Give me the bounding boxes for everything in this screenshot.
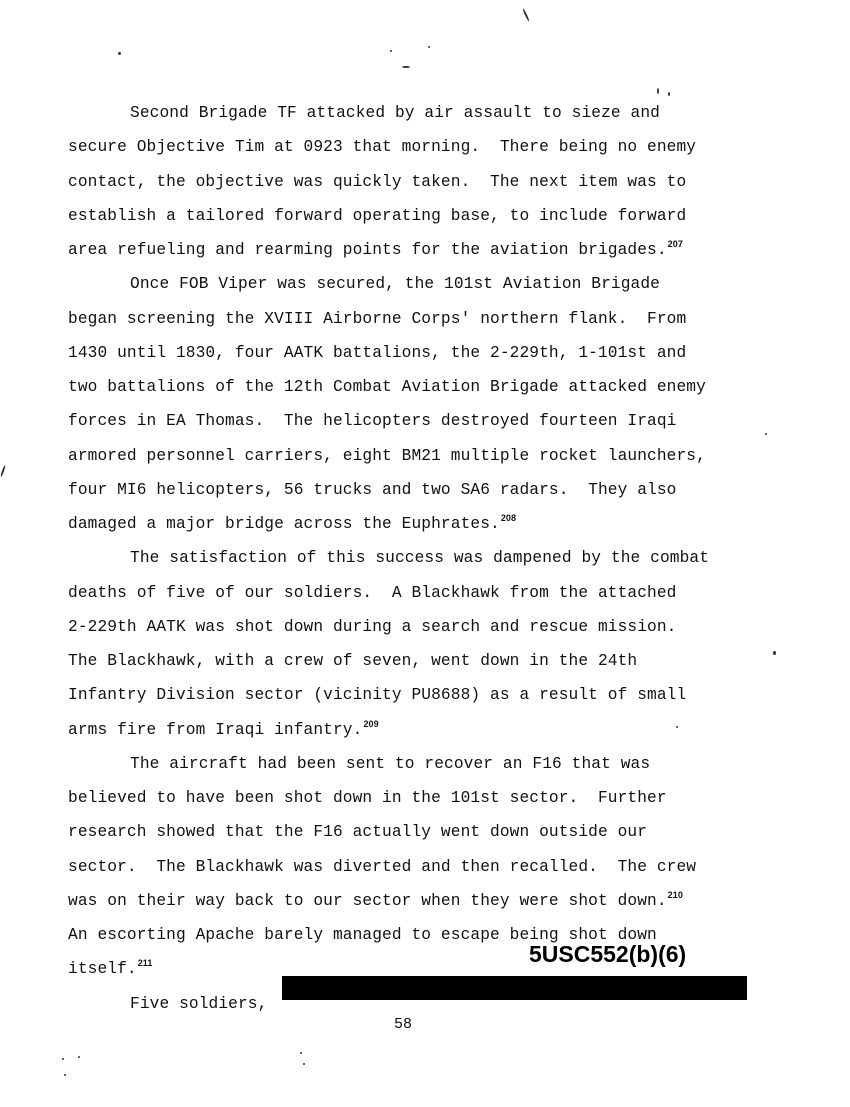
- text-line: [68, 720, 379, 741]
- scan-speck: [522, 8, 530, 22]
- text-line: [68, 480, 676, 500]
- text-line: [68, 583, 676, 603]
- line-text: area refueling and rearming points for the aviation brigades.: [68, 241, 667, 259]
- line-text: 2-229th AATK was shot down during a search and rescue mission.: [68, 618, 677, 636]
- line-text: forces in EA Thomas. The helicopters destroyed fourteen Iraqi: [68, 412, 677, 430]
- text-line: [68, 446, 706, 466]
- line-text: damaged a major bridge across the Euphrates.: [68, 515, 500, 533]
- line-text: The satisfaction of this success was dampened by the combat: [130, 549, 710, 567]
- text-line: [68, 309, 686, 329]
- line-text: was on their way back to our sector when they were shot down.: [68, 892, 667, 910]
- scan-speck: [62, 1058, 64, 1060]
- scan-speck: [657, 88, 659, 94]
- text-line: [68, 206, 686, 226]
- text-line: [68, 651, 637, 671]
- line-text: research showed that the F16 actually went down outside our: [68, 823, 648, 841]
- line-text: Second Brigade TF attacked by air assault to sieze and: [130, 104, 660, 122]
- text-line: [68, 343, 686, 363]
- foia-exemption-stamp: 5USC552(b)(6): [529, 941, 687, 967]
- text-line: [68, 240, 683, 261]
- line-text: establish a tailored forward operating base, to include forward: [68, 207, 687, 225]
- line-text: began screening the XVIII Airborne Corps' northern flank. From: [68, 310, 687, 328]
- text-line: [130, 103, 660, 123]
- line-text: Once FOB Viper was secured, the 101st Aviation Brigade: [130, 275, 660, 293]
- line-text: believed to have been shot down in the 101st sector. Further: [68, 789, 667, 807]
- line-text: 1430 until 1830, four AATK battalions, the 2-229th, 1-101st and: [68, 344, 687, 362]
- scan-speck: [118, 52, 121, 55]
- text-line: [130, 994, 267, 1014]
- text-line: [130, 274, 660, 294]
- footnote-marker: 209: [363, 719, 379, 729]
- line-text: itself.: [68, 960, 137, 978]
- scan-speck: [303, 1063, 305, 1065]
- text-line: [68, 514, 516, 535]
- text-line: [68, 172, 686, 192]
- redaction-block: [282, 976, 747, 1000]
- line-text: sector. The Blackhawk was diverted and then recalled. The crew: [68, 858, 697, 876]
- text-line: [130, 754, 650, 774]
- scan-speck: [390, 50, 392, 52]
- line-text: secure Objective Tim at 0923 that morning. There being no enemy: [68, 138, 697, 156]
- scan-speck: [64, 1074, 66, 1076]
- scan-speck: [773, 651, 776, 655]
- text-line: [68, 377, 706, 397]
- line-text: deaths of five of our soldiers. A Blackhawk from the attached: [68, 584, 677, 602]
- scan-speck: [78, 1056, 80, 1058]
- line-text: An escorting Apache barely managed to escape being shot down: [68, 926, 657, 944]
- text-line: [68, 857, 696, 877]
- footnote-marker: 208: [500, 513, 517, 523]
- line-text: Infantry Division sector (vicinity PU8688) as a result of small: [68, 686, 687, 704]
- text-line: [68, 891, 683, 912]
- text-line: [68, 788, 667, 808]
- line-text: arms fire from Iraqi infantry.: [68, 721, 363, 739]
- text-line: [68, 822, 647, 842]
- text-line: [130, 548, 709, 568]
- footnote-marker: 207: [667, 239, 683, 249]
- line-text: The Blackhawk, with a crew of seven, went down in the 24th: [68, 652, 638, 670]
- text-line: [68, 617, 676, 637]
- line-text: armored personnel carriers, eight BM21 multiple rocket launchers,: [68, 447, 706, 465]
- line-text: Five soldiers,: [130, 995, 268, 1013]
- line-text: The aircraft had been sent to recover an F16 that was: [130, 755, 651, 773]
- scan-speck: [0, 465, 6, 477]
- text-line: [68, 685, 686, 705]
- text-line: [68, 137, 696, 157]
- line-text: four MI6 helicopters, 56 trucks and two SA6 radars. They also: [68, 481, 677, 499]
- scan-speck: [765, 433, 767, 435]
- scan-speck: [676, 726, 678, 728]
- footnote-marker: 210: [667, 890, 683, 900]
- scan-speck: [300, 1052, 302, 1054]
- footnote-marker: 211: [137, 958, 153, 968]
- text-line: [68, 959, 153, 980]
- text-line: [68, 411, 676, 431]
- scan-speck: [668, 92, 670, 96]
- scan-speck: [402, 66, 410, 68]
- scan-speck: [428, 46, 430, 48]
- line-text: two battalions of the 12th Combat Aviation Brigade attacked enemy: [68, 378, 706, 396]
- page-number: 58: [394, 1016, 413, 1033]
- line-text: contact, the objective was quickly taken. The next item was to: [68, 173, 687, 191]
